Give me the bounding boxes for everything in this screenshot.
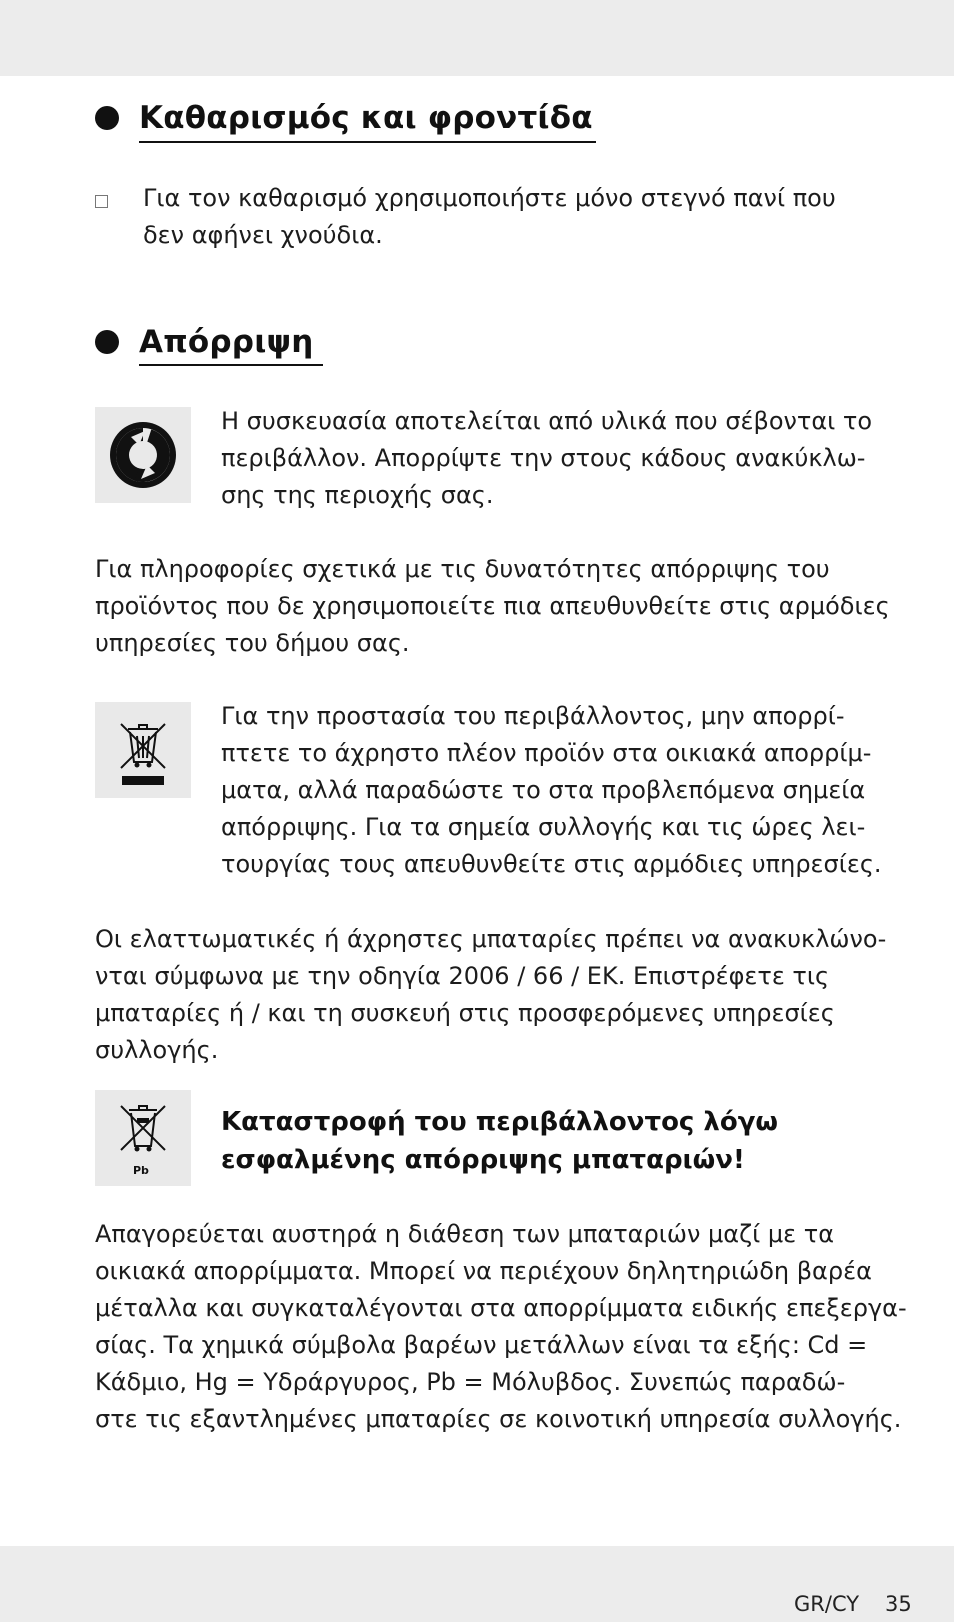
battery-warning-heading: Καταστροφή του περιβάλλοντος λόγω εσφαλμένης απόρριψης μπαταριών!: [221, 1107, 779, 1175]
weee-text: Για την προστασία του περιβάλλοντος, μην απορρί- πτετε το άχρηστο πλέον προϊόν στα οικιακά απορρίμ- ματα, αλλά παραδώστε το στα προβλεπόμενα σημεία απόρριψης. Για τα σημεία συλλογής και τις ώρες λει- τουργίας τους απευθυνθείτε στις αρμόδιες υπηρεσίες.: [221, 702, 882, 878]
heading-cleaning-underline: [139, 141, 596, 143]
weee-icon-box: [95, 702, 191, 798]
battery-icon-box: [95, 1090, 191, 1186]
footer-page-number: 35: [885, 1592, 912, 1616]
crossed-bin-icon: [95, 702, 191, 798]
battery-recycling-text: Οι ελαττωματικές ή άχρηστες μπαταρίες πρέπει να ανακυκλώνο- νται σύμφωνα με την οδηγία 2006 / 66 / ΕΚ. Επιστρέφετε τις μπαταρίες ή / και τη συσκευή στις προσφερόμενες υπηρεσίες συλλογής.: [95, 925, 887, 1064]
heading-disposal: [95, 324, 314, 360]
heading-disposal-text: Απόρριψη: [139, 324, 314, 360]
heading-disposal-underline: [139, 364, 323, 366]
cleaning-item-text: Για τον καθαρισμό χρησιμοποιήστε μόνο στεγνό πανί που δεν αφήνει χνούδια.: [143, 184, 836, 249]
green-dot-recycling-icon: [95, 407, 191, 503]
footer-region: GR/CY: [794, 1592, 860, 1616]
top-band: [0, 0, 954, 76]
bullet-dot-icon: [95, 106, 119, 130]
packaging-text: Η συσκευασία αποτελείται από υλικά που σέβονται το περιβάλλον. Απορρίψτε την στους κάδους ανακύκλω- σης της περιοχής σας.: [221, 407, 873, 509]
bullet-dot-icon: [95, 330, 119, 354]
disposal-info-text: Για πληροφορίες σχετικά με τις δυνατότητες απόρριψης του προϊόντος που δε χρησιμοποιείτε πια απευθυνθείτε στις αρμόδιες υπηρεσίες του δήμου σας.: [95, 555, 890, 657]
checkbox-bullet-icon: [95, 195, 108, 208]
battery-icon-label: Pb: [133, 1164, 149, 1177]
heading-cleaning: [95, 100, 593, 136]
heading-cleaning-text: Καθαρισμός και φροντίδα: [139, 100, 593, 136]
battery-prohibition-text: Απαγορεύεται αυστηρά η διάθεση των μπαταριών μαζί με τα οικιακά απορρίμματα. Μπορεί να περιέχουν δηλητηριώδη βαρέα μέταλλα και συγκαταλέγονται στα απορρίμματα ειδικής επεξεργα- σίας. Τα χημικά σύμβολα βαρέων μετάλλων είναι τα εξής: Cd = Κάδμιο, Hg = Υδράργυρος, Pb = Μόλυβδος. Συνεπώς παραδώ- στε τις εξαντλημένες μπαταρίες σε κοινοτική υπηρεσία συλλογής.: [95, 1220, 907, 1433]
packaging-icon-box: [95, 407, 191, 503]
